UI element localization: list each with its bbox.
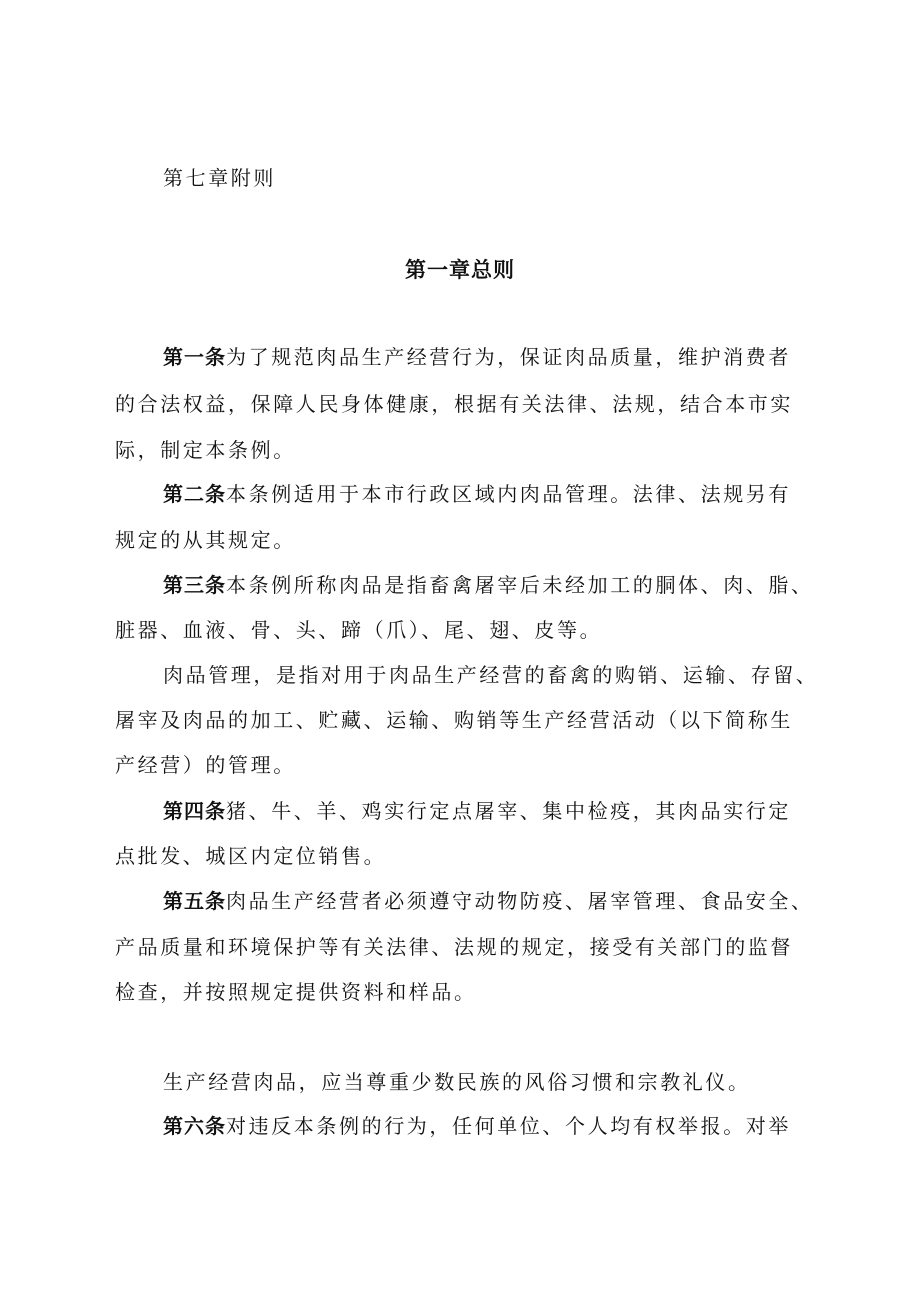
- article-1-text-3: 际，制定本条例。: [115, 438, 296, 462]
- article-1-line-2: [115, 389, 793, 419]
- article-1-line-1: [163, 342, 791, 372]
- article-5-text-2: 产品质量和环境保护等有关法律、法规的规定，接受有关部门的监督: [115, 935, 793, 959]
- article-5-label: 第五条: [163, 889, 226, 913]
- article-6-line-1: [163, 1111, 791, 1141]
- article-3-para-2-line-1: [163, 660, 818, 690]
- article-4-line-2: [115, 841, 386, 871]
- article-5-text-1: 肉品生产经营者必须遵守动物防疫、屠宰管理、食品安全、: [226, 889, 814, 913]
- article-5-para-2-line-1: [163, 1067, 751, 1097]
- article-4-line-1: [163, 796, 791, 826]
- article-1-text-2: 的合法权益，保障人民身体健康，根据有关法律、法规，结合本市实: [115, 392, 793, 416]
- chapter-1-title: 第一章总则: [405, 257, 515, 282]
- article-4-text-2: 点批发、城区内定位销售。: [115, 844, 387, 868]
- article-4-text-1: 猪、牛、羊、鸡实行定点屠宰、集中检疫，其肉品实行定: [226, 799, 791, 823]
- article-3-para-2-text-3: 产经营）的管理。: [115, 753, 296, 777]
- article-3-line-2: [115, 615, 602, 645]
- article-6-label: 第六条: [163, 1114, 226, 1138]
- article-3-line-1: [163, 570, 814, 600]
- article-2-text-1: 本条例适用于本市行政区域内肉品管理。法律、法规另有: [226, 482, 791, 506]
- article-2-text-2: 规定的从其规定。: [115, 528, 296, 552]
- article-4-label: 第四条: [163, 799, 226, 823]
- article-5-line-1: [163, 886, 814, 916]
- article-3-para-2-text-2: 屠宰及肉品的加工、贮藏、运输、购销等生产经营活动（以下简称生: [115, 708, 793, 732]
- toc-chapter-7: [163, 163, 276, 193]
- article-5-line-2: [115, 932, 793, 962]
- article-3-para-2-line-3: [115, 750, 296, 780]
- article-6-text-1: 对违反本条例的行为，任何单位、个人均有权举报。对举: [226, 1114, 791, 1138]
- article-1-label: 第一条: [163, 345, 226, 369]
- article-1-text-1: 为了规范肉品生产经营行为，保证肉品质量，维护消费者: [226, 345, 791, 369]
- article-1-line-3: [115, 435, 296, 465]
- article-5-text-3: 检查，并按照规定提供资料和样品。: [115, 980, 477, 1004]
- article-3-para-2-line-2: [115, 705, 793, 735]
- article-5-para-2-text-1: 生产经营肉品，应当尊重少数民族的风俗习惯和宗教礼仪。: [163, 1070, 751, 1094]
- toc-chapter-7-text: 第七章附则: [163, 166, 276, 190]
- article-3-para-2-text-1: 肉品管理，是指对用于肉品生产经营的畜禽的购销、运输、存留、: [163, 663, 819, 687]
- article-3-text-2: 脏器、血液、骨、头、蹄（爪）、尾、翅、皮等。: [115, 618, 603, 642]
- article-5-line-3: [115, 977, 477, 1007]
- article-3-label: 第三条: [163, 573, 226, 597]
- article-2-line-2: [115, 525, 296, 555]
- article-2-label: 第二条: [163, 482, 226, 506]
- article-2-line-1: [163, 479, 791, 509]
- article-3-text-1: 本条例所称肉品是指畜禽屠宰后未经加工的胴体、肉、脂、: [226, 573, 814, 597]
